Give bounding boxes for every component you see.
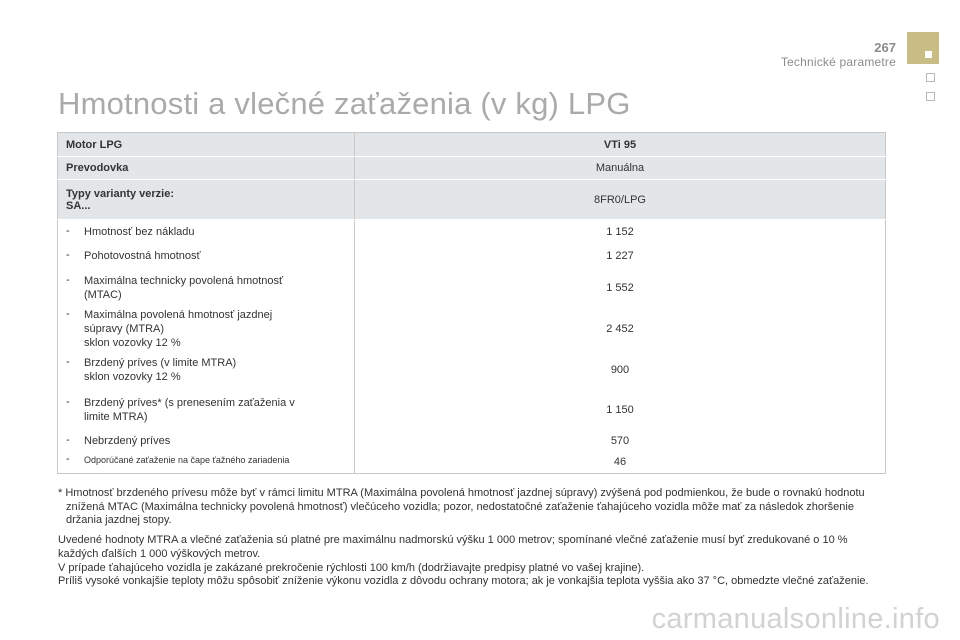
- row-value: 1 152: [606, 225, 634, 238]
- row-label: sklon vozovky 12 %: [84, 370, 181, 383]
- table-row: [58, 350, 886, 390]
- header-label: Motor LPG: [66, 138, 123, 151]
- row-label: limite MTRA): [84, 410, 148, 423]
- header-label-cell: [58, 157, 355, 180]
- header-value: VTi 95: [355, 133, 886, 157]
- table-row: [58, 452, 886, 474]
- table-row: [58, 268, 886, 308]
- row-label-cell: [58, 430, 355, 452]
- table-row: [58, 244, 886, 268]
- row-value: 1 227: [606, 249, 634, 262]
- row-label: sklon vozovky 12 %: [84, 336, 181, 349]
- row-value: 570: [610, 434, 630, 447]
- chapter-tab-active[interactable]: [907, 32, 939, 64]
- note-paragraph: Uvedené hodnoty MTRA a vlečné zaťaženia sú platné pre maximálnu nadmorskú výšku 1 000 metrov; spomínané vlečné zaťaženie musí byť zredukované o 10 % každých ďalších 1 000 výškových metrov.: [58, 534, 848, 560]
- table-row: [58, 220, 886, 244]
- row-label: Nebrzdený príves: [84, 434, 171, 447]
- row-label: Maximálna povolená hmotnosť jazdnej: [84, 308, 273, 321]
- row-value: 2 452: [606, 322, 634, 335]
- row-label: Hmotnosť bez nákladu: [84, 225, 195, 238]
- note-paragraph: V prípade ťahajúceho vozidla je zakázané prekročenie rýchlosti 100 km/h (dodržiavajte predpisy platné vo vašej krajine).: [58, 561, 645, 574]
- list-dash: -: [66, 453, 70, 466]
- header-label-cell: [58, 180, 355, 220]
- chapter-tab[interactable]: [926, 92, 935, 101]
- list-dash: -: [66, 273, 70, 286]
- list-dash: -: [66, 248, 70, 261]
- weights-table: [57, 132, 886, 474]
- list-dash: -: [66, 433, 70, 446]
- header-label: Typy varianty verzie:: [66, 187, 175, 200]
- list-dash: -: [66, 307, 70, 320]
- note-paragraph: Príliš vysoké vonkajšie teploty môžu spôsobiť zníženie výkonu vozidla z dôvodu ochrany motora; ak je vonkajšia teplota vyššia ako 37 °C, obmedzte vlečné zaťaženie.: [58, 575, 869, 588]
- row-label: súpravy (MTRA): [84, 322, 165, 335]
- row-label: Pohotovostná hmotnosť: [84, 249, 201, 262]
- table-header-row: [58, 180, 886, 220]
- row-label: (MTAC): [84, 288, 122, 301]
- row-value: 900: [610, 363, 630, 376]
- row-label: Brzdený príves (v limite MTRA): [84, 356, 237, 369]
- row-value: 1 552: [606, 281, 634, 294]
- header-value: 8FR0/LPG: [355, 180, 886, 220]
- row-label-cell: [58, 220, 355, 244]
- row-label-cell: [58, 452, 355, 474]
- list-dash: -: [66, 355, 70, 368]
- page-number: 267: [874, 40, 896, 55]
- row-value: 1 150: [606, 403, 634, 416]
- table-header-row: [58, 157, 886, 180]
- table-header-row: [58, 133, 886, 157]
- table-row: [58, 430, 886, 452]
- section-label: Technické parametre: [780, 55, 896, 69]
- header-label-cell: [58, 133, 355, 157]
- row-label-cell: [58, 308, 355, 350]
- page-title: Hmotnosti a vlečné zaťaženia (v kg) LPG: [58, 86, 631, 121]
- list-dash: -: [66, 395, 70, 408]
- table-row: [58, 308, 886, 350]
- table-row: [58, 390, 886, 430]
- row-label: Brzdený príves* (s prenesením zaťaženia v: [84, 396, 295, 409]
- row-label-cell: [58, 268, 355, 308]
- row-label-cell: [58, 350, 355, 390]
- notes: [58, 487, 888, 589]
- header-value: Manuálna: [355, 157, 886, 180]
- row-label: Odporúčané zaťaženie na čape ťažného zariadenia: [84, 455, 290, 466]
- header-label: SA...: [66, 199, 91, 212]
- row-label-cell: [58, 244, 355, 268]
- chapter-tab[interactable]: [926, 73, 935, 82]
- row-label-cell: [58, 390, 355, 430]
- header-label: Prevodovka: [66, 162, 129, 174]
- row-value: 46: [613, 456, 627, 469]
- list-dash: -: [66, 224, 70, 237]
- chapter-tab-marker-icon: [925, 51, 932, 58]
- footnote: * Hmotnosť brzdeného prívesu môže byť v rámci limitu MTRA (Maximálna povolená hmotnosť jazdnej súpravy) zvýšená pod podmienkou, že bude o rovnakú hodnotu znížená MTAC (Maximálna technicky povolená hmotnosť) vlečúceho vozidla; pozor, nedostatočné zaťaženie ťahajúceho vozidla môže mať za následok zhoršenie držania jazdnej stopy.: [58, 487, 865, 527]
- row-label: Maximálna technicky povolená hmotnosť: [84, 274, 284, 287]
- watermark: carmanualsonline.info: [651, 603, 940, 635]
